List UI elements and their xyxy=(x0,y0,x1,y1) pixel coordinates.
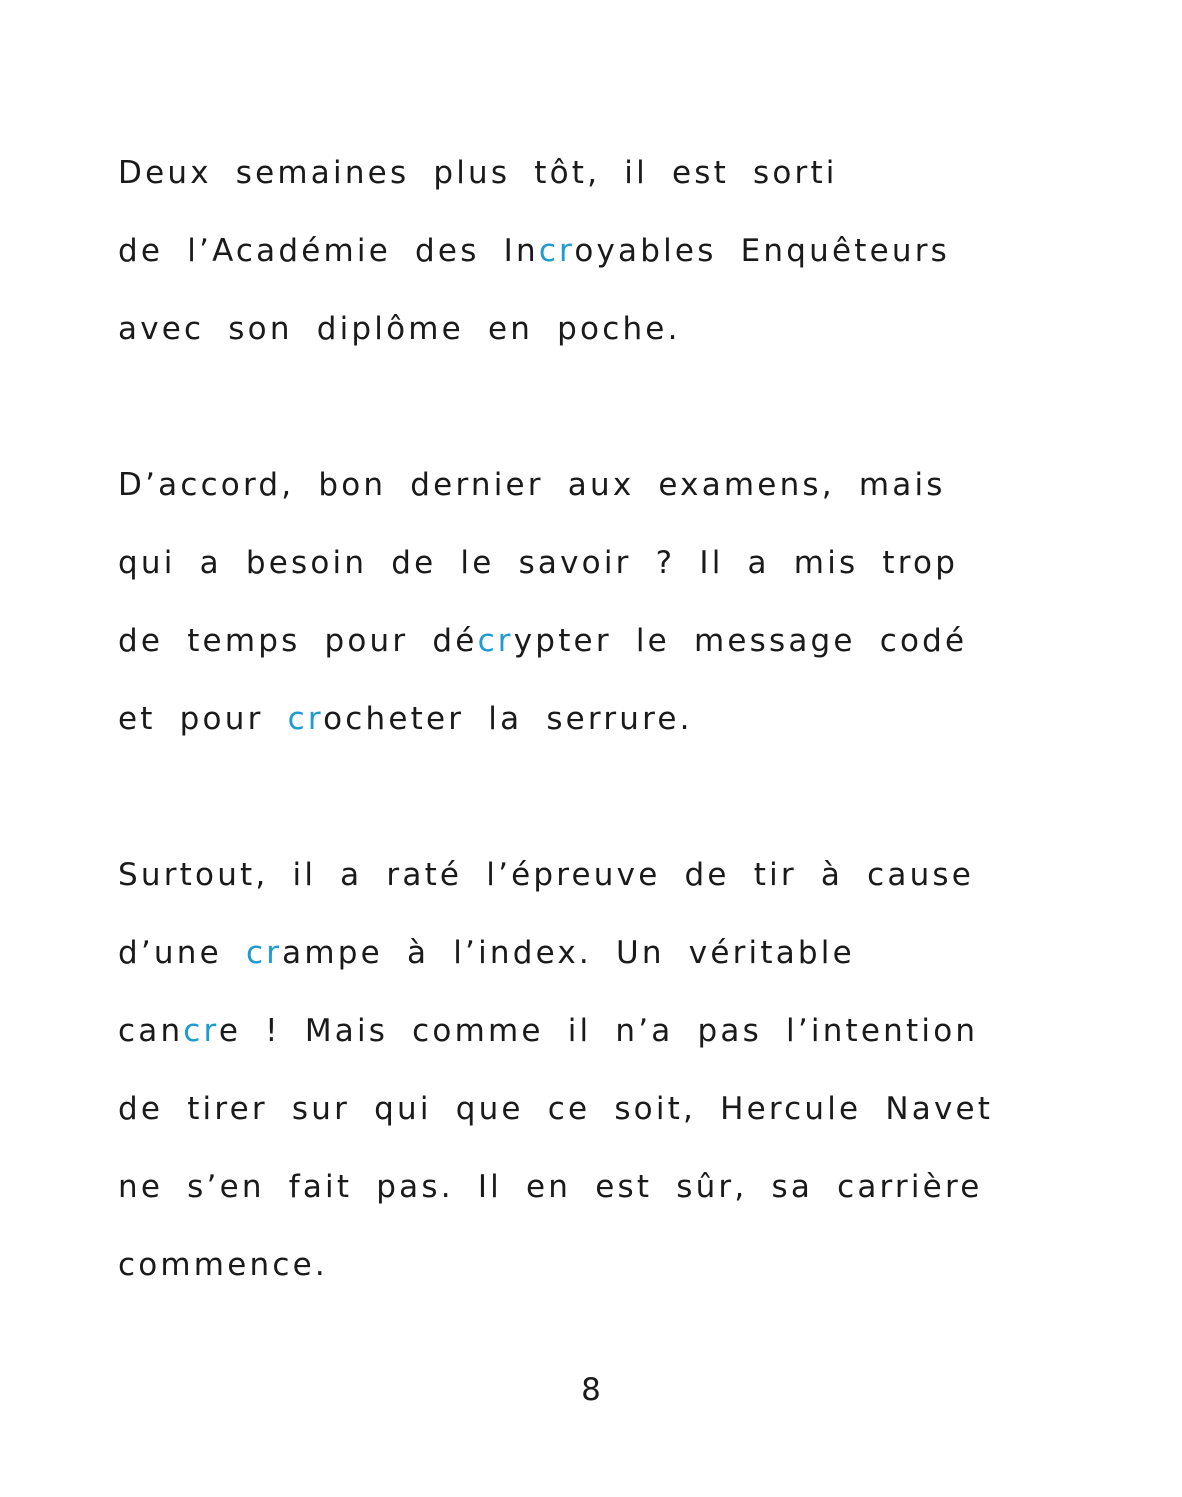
text-run: de l’Académie des In xyxy=(118,233,539,269)
page-number: 8 xyxy=(581,1372,601,1408)
text-run: d’une xyxy=(118,935,246,971)
highlighted-syllable: cr xyxy=(245,935,283,971)
text-run: D’accord, bon dernier aux examens, mais xyxy=(118,467,946,503)
text-line xyxy=(118,134,950,212)
text-run: de temps pour dé xyxy=(118,623,478,659)
text-line xyxy=(118,680,967,758)
text-line xyxy=(118,992,993,1070)
text-line xyxy=(118,1070,993,1148)
text-run: ampe à l’index. Un véritable xyxy=(282,935,855,971)
text-run: ocheter la serrure. xyxy=(323,701,693,737)
text-line xyxy=(118,524,967,602)
highlighted-syllable: cr xyxy=(477,623,514,659)
paragraph-3 xyxy=(118,836,993,1304)
highlighted-syllable: cr xyxy=(287,701,324,737)
text-run: commence. xyxy=(118,1247,328,1283)
highlighted-syllable: cr xyxy=(538,233,575,269)
paragraph-2 xyxy=(118,446,967,758)
text-line xyxy=(118,914,993,992)
text-run: et pour xyxy=(118,701,288,737)
paragraph-1 xyxy=(118,134,950,368)
text-line xyxy=(118,836,993,914)
text-run: qui a besoin de le savoir ? Il a mis trop xyxy=(118,545,959,581)
highlighted-syllable: cr xyxy=(183,1013,219,1049)
text-run: Deux semaines plus tôt, il est sorti xyxy=(118,155,838,191)
text-line xyxy=(118,212,950,290)
text-line xyxy=(118,446,967,524)
text-run: de tirer sur qui que ce soit, Hercule Navet xyxy=(118,1091,994,1127)
text-line xyxy=(118,1148,993,1226)
text-line xyxy=(118,290,950,368)
text-run: oyables Enquêteurs xyxy=(574,233,951,269)
text-run: e ! Mais comme il n’a pas l’intention xyxy=(218,1013,979,1049)
text-line xyxy=(118,602,967,680)
text-run: Surtout, il a raté l’épreuve de tir à cause xyxy=(118,857,975,893)
text-run: can xyxy=(118,1013,184,1049)
text-line xyxy=(118,1226,993,1304)
text-run: avec son diplôme en poche. xyxy=(118,311,681,347)
text-run: ne s’en fait pas. Il en est sûr, sa carrière xyxy=(118,1169,983,1205)
text-run: ypter le message codé xyxy=(513,623,968,659)
